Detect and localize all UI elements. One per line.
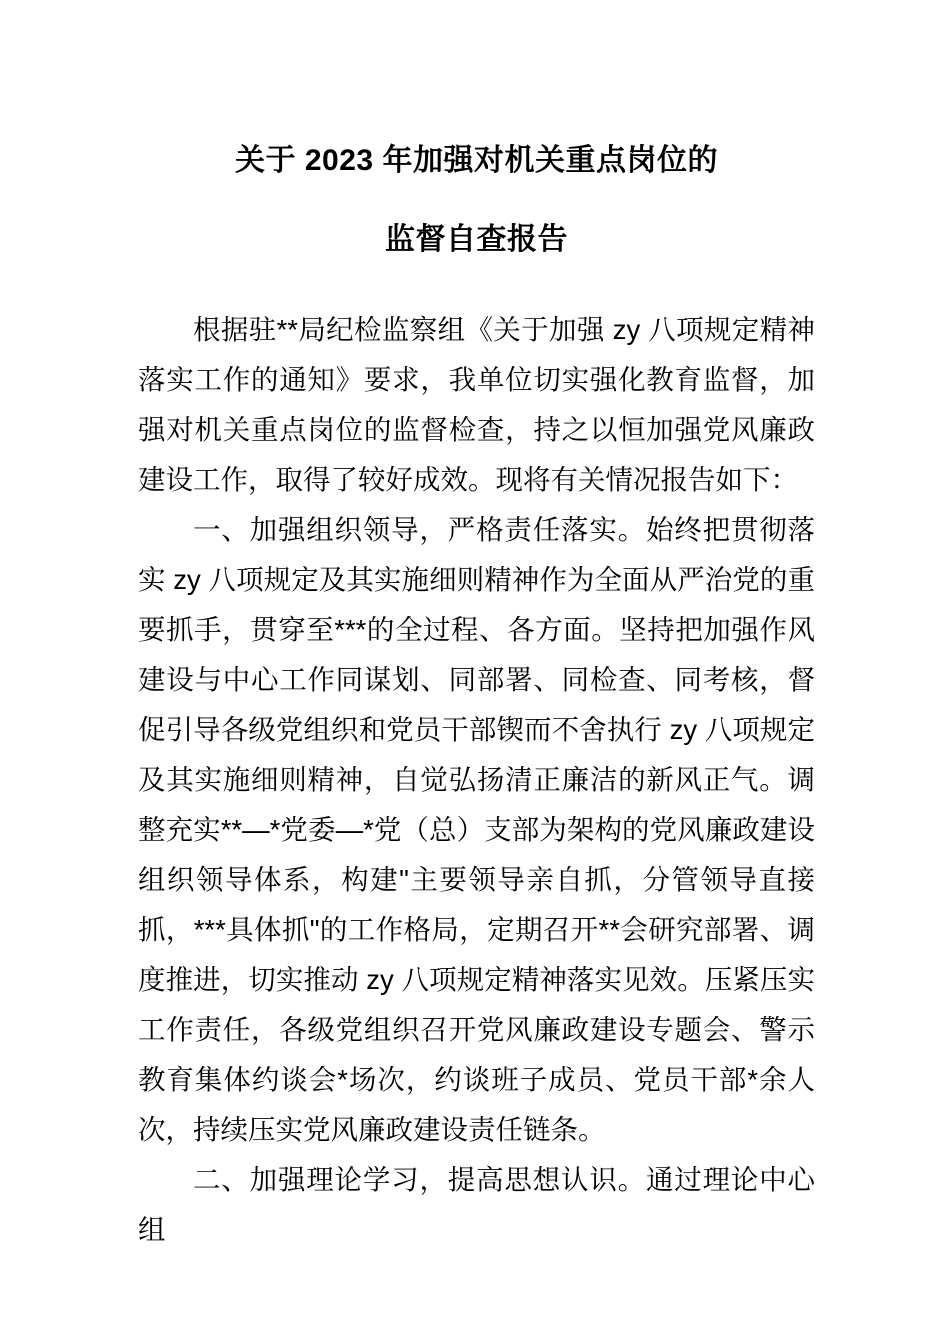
page-title-line-2: 监督自查报告 (385, 223, 568, 256)
document-body (138, 255, 815, 1255)
body-paragraph-section-one: 一、加强组织领导，严格责任落实。始终把贯彻落实 zy 八项规定及其实施细则精神作为全面从严治党的重要抓手，贯穿至***的全过程、各方面。坚持把加强作风建设与中心工作同谋划、同部署、同检查、同考核，督促引导各级党组织和党员干部锲而不舍执行 zy 八项规定及其实施细则精神，自觉弘扬清正廉洁的新风正气。调整充实**—*党委—*党（总）支部为架构的党风廉政建设组织领导体系，构建"主要领导亲自抓，分管领导直接抓，***具体抓"的工作格局，定期召开**会研究部署、调度推进，切实推动 zy 八项规定精神落实见效。压紧压实工作责任，各级党组织召开党风廉政建设专题会、警示教育集体约谈会*场次，约谈班子成员、党员干部*余人次，持续压实党风廉政建设责任链条。 (138, 514, 815, 1145)
body-paragraph-intro: 根据驻**局纪检监察组《关于加强 zy 八项规定精神落实工作的通知》要求，我单位切实强化教育监督，加强对机关重点岗位的监督检查，持之以恒加强党风廉政建设工作，取得了较好成效。现将有关情况报告如下： (138, 314, 815, 495)
body-paragraph-section-two: 二、加强理论学习，提高思想认识。通过理论中心组 (138, 1164, 815, 1245)
page-title-line-1: 关于 2023 年加强对机关重点岗位的 (235, 144, 718, 177)
